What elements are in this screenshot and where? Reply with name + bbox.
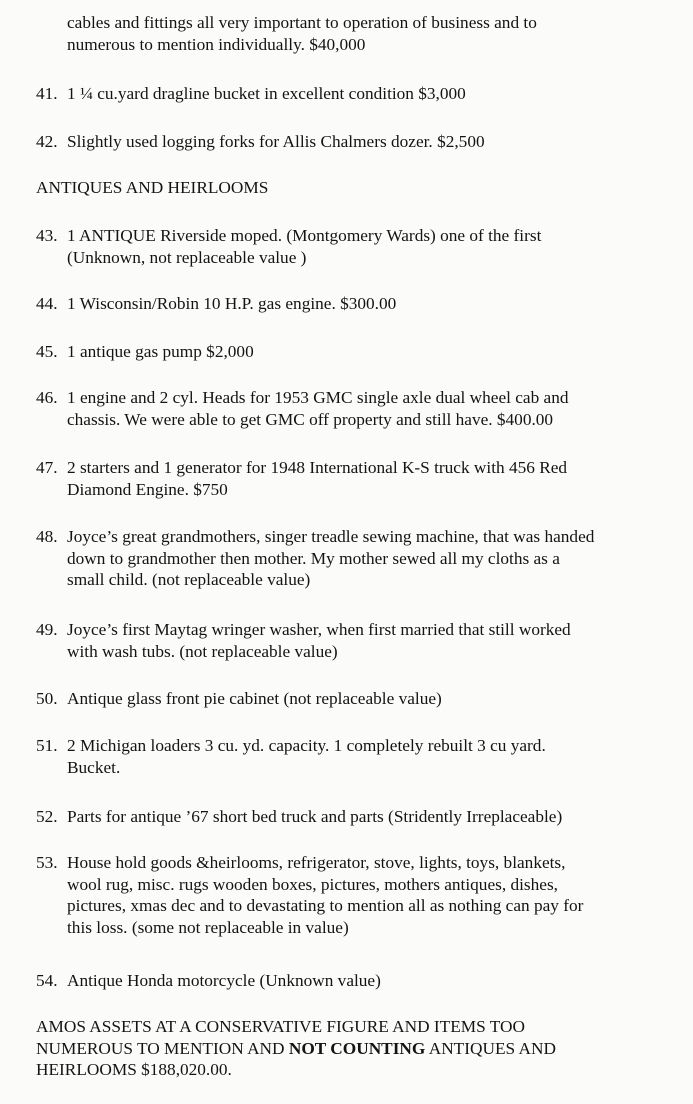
intro-line-1: cables and fittings all very important to operation of business and to xyxy=(67,13,537,32)
item-43-number: 43. xyxy=(36,226,58,245)
item-42-number: 42. xyxy=(36,132,58,151)
item-50-number: 50. xyxy=(36,689,58,708)
item-48-number: 48. xyxy=(36,527,58,546)
item-47-line-1: 2 starters and 1 generator for 1948 International K-S truck with 456 Red xyxy=(67,458,568,477)
item-46 xyxy=(67,387,677,430)
item-42-line-1: Slightly used logging forks for Allis Chalmers dozer. $2,500 xyxy=(67,132,485,151)
item-43-line-2: (Unknown, not replaceable value ) xyxy=(67,247,307,267)
item-54-line-1: Antique Honda motorcycle (Unknown value) xyxy=(67,971,381,990)
item-47-number: 47. xyxy=(36,458,58,477)
item-49 xyxy=(67,619,677,662)
item-44-number: 44. xyxy=(36,294,58,313)
item-46-line-1: 1 engine and 2 cyl. Heads for 1953 GMC single axle dual wheel cab and xyxy=(67,388,569,407)
item-49-number: 49. xyxy=(36,620,58,639)
item-54 xyxy=(67,970,677,992)
item-43 xyxy=(67,225,677,268)
item-50 xyxy=(67,688,677,710)
item-42 xyxy=(67,131,677,153)
item-51-number: 51. xyxy=(36,736,58,755)
item-44 xyxy=(67,293,677,315)
item-54-number: 54. xyxy=(36,971,58,990)
item-44-line-1: 1 Wisconsin/Robin 10 H.P. gas engine. $300.00 xyxy=(67,294,397,313)
item-49-line-2: with wash tubs. (not replaceable value) xyxy=(67,641,338,661)
item-48-line-2: down to grandmother then mother. My mother sewed all my cloths as a xyxy=(67,548,560,568)
intro-continuation xyxy=(67,12,693,55)
item-41 xyxy=(67,83,677,105)
summary-line-2-start: NUMEROUS TO MENTION AND xyxy=(36,1038,289,1058)
item-48-line-1: Joyce’s great grandmothers, singer treadle sewing machine, that was handed xyxy=(67,527,595,546)
item-45-number: 45. xyxy=(36,342,58,361)
item-53-line-2: wool rug, misc. rugs wooden boxes, pictures, mothers antiques, dishes, xyxy=(67,874,559,894)
summary-line-2 xyxy=(36,1038,676,1060)
item-53-line-1: House hold goods &heirlooms, refrigerator, stove, lights, toys, blankets, xyxy=(67,853,566,872)
item-47 xyxy=(67,457,677,500)
item-53-line-4: this loss. (some not replaceable in value) xyxy=(67,917,349,937)
summary-line-3: HEIRLOOMS $188,020.00. xyxy=(36,1060,232,1079)
item-52 xyxy=(67,806,677,828)
item-48 xyxy=(67,526,677,591)
item-53 xyxy=(67,852,677,938)
summary-line-1: AMOS ASSETS AT A CONSERVATIVE FIGURE AND ITEMS TOO xyxy=(36,1017,525,1036)
summary-emphasis: NOT COUNTING xyxy=(288,1038,426,1058)
item-41-line-1: 1 ¼ cu.yard dragline bucket in excellent condition $3,000 xyxy=(67,84,466,103)
item-53-line-3: pictures, xmas dec and to devastating to mention all as nothing can pay for xyxy=(67,896,584,915)
item-49-line-1: Joyce’s first Maytag wringer washer, when first married that still worked xyxy=(67,620,571,639)
item-51-line-2: Bucket. xyxy=(67,757,121,777)
item-50-line-1: Antique glass front pie cabinet (not replaceable value) xyxy=(67,689,442,708)
item-45 xyxy=(67,341,677,363)
item-43-line-1: 1 ANTIQUE Riverside moped. (Montgomery Wards) one of the first xyxy=(67,226,542,245)
intro-line-2: numerous to mention individually. $40,000 xyxy=(67,34,366,54)
item-51-line-1: 2 Michigan loaders 3 cu. yd. capacity. 1 completely rebuilt 3 cu yard. xyxy=(67,736,546,755)
item-46-line-2: chassis. We were able to get GMC off property and still have. $400.00 xyxy=(67,409,554,429)
item-48-line-3: small child. (not replaceable value) xyxy=(67,570,311,589)
assets-summary xyxy=(36,1016,676,1081)
item-45-line-1: 1 antique gas pump $2,000 xyxy=(67,342,254,361)
section-heading: ANTIQUES AND HEIRLOOMS xyxy=(36,178,269,197)
item-47-line-2: Diamond Engine. $750 xyxy=(67,479,228,499)
summary-line-2-end: ANTIQUES AND xyxy=(425,1038,556,1058)
item-53-number: 53. xyxy=(36,853,58,872)
item-52-number: 52. xyxy=(36,807,58,826)
item-46-number: 46. xyxy=(36,388,58,407)
item-51 xyxy=(67,735,677,778)
item-52-line-1: Parts for antique ’67 short bed truck and parts (Stridently Irreplaceable) xyxy=(67,807,563,826)
item-41-number: 41. xyxy=(36,84,58,103)
